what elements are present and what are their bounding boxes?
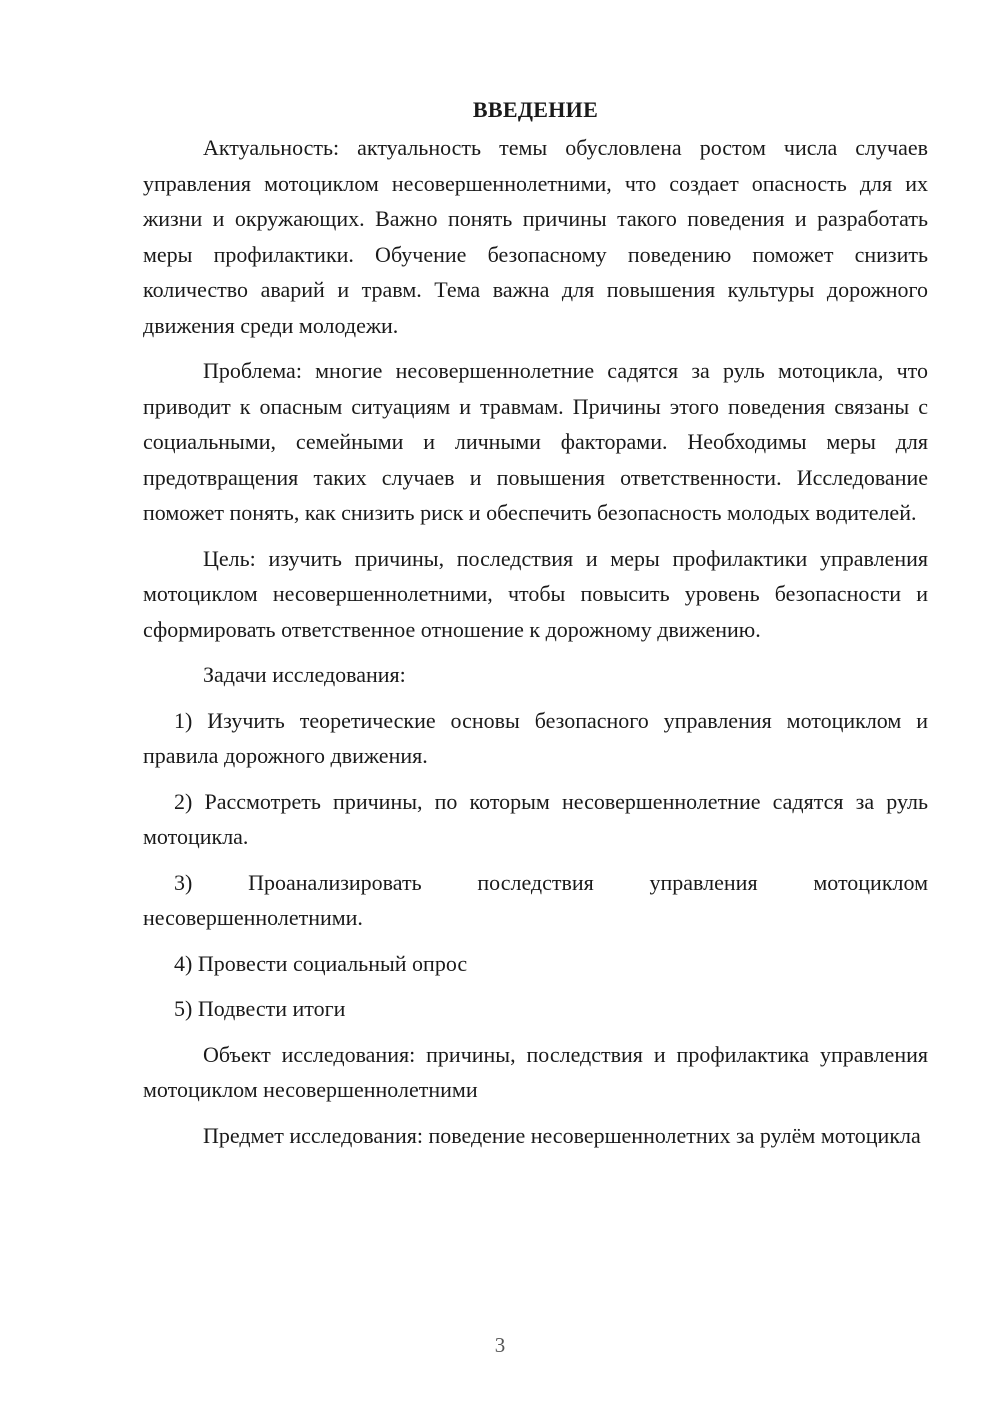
page-title: ВВЕДЕНИЕ	[472, 97, 599, 122]
task-item-5: 5) Подвести итоги	[174, 996, 346, 1021]
tasks-heading: Задачи исследования:	[203, 662, 406, 687]
task-item-1: 1) Изучить теоретические основы безопасного управления мотоциклом и правила дорожного движения.	[143, 707, 928, 768]
object-paragraph: Объект исследования: причины, последствия и профилактика управления мотоциклом несовершеннолетними	[143, 1041, 928, 1102]
document-page	[143, 92, 928, 1163]
problem-paragraph: Проблема: многие несовершеннолетние садятся за руль мотоцикла, что приводит к опасным ситуациям и травмам. Причины этого поведения связаны с социальными, семейными и личными факторами. Необходимы меры для предотвращения таких случаев и повышения ответственности. Исследование поможет понять, как снизить риск и обеспечить безопасность молодых водителей.	[143, 358, 928, 525]
page-number: 3	[494, 1333, 506, 1357]
task-item-4: 4) Провести социальный опрос	[174, 950, 468, 976]
goal-paragraph: Цель: изучить причины, последствия и меры профилактики управления мотоциклом несовершеннолетними, чтобы повысить уровень безопасности и сформировать ответственное отношение к дорожному движению.	[143, 545, 928, 642]
subject-paragraph: Предмет исследования: поведение несовершеннолетних за рулём мотоцикла	[203, 1122, 921, 1148]
task-item-2: 2) Рассмотреть причины, по которым несовершеннолетние садятся за руль мотоцикла.	[143, 788, 928, 849]
relevance-paragraph: Актуальность: актуальность темы обусловлена ростом числа случаев управления мотоциклом несовершеннолетними, что создает опасность для их жизни и окружающих. Важно понять причины такого поведения и разработать меры профилактики. Обучение безопасному поведению поможет снизить количество аварий и травм. Тема важна для повышения культуры дорожного движения среди молодежи.	[143, 135, 928, 338]
task-item-3: 3) Проанализировать последствия управления мотоциклом несовершеннолетними.	[143, 869, 928, 930]
